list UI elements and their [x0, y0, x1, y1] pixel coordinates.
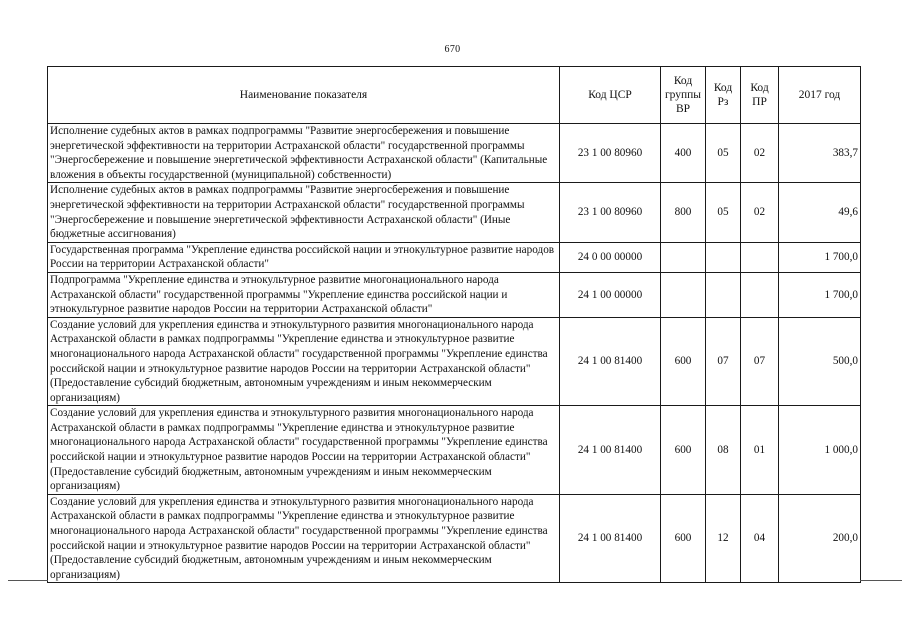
table-row	[48, 406, 861, 495]
header-pr	[741, 67, 779, 124]
cell-amount: 500,0	[779, 317, 861, 406]
cell-csr: 24 1 00 81400	[560, 406, 661, 495]
cell-csr: 23 1 00 80960	[560, 183, 661, 242]
cell-pr: 02	[741, 183, 779, 242]
cell-name: Создание условий для укрепления единства и этнокультурного развития многонационального народа Астраханской области в рамках подпрограммы "Укрепление единства и этнокультурное развитие многонационального народа Астраханской области" государственной программы "Укрепление единства российской нации и этнокультурное развитие народов России на территории Астраханской области" (Предоставление субсидий бюджетным, автономным учреждениям и иным некоммерческим организациям)	[48, 494, 560, 583]
cell-rz: 05	[706, 124, 741, 183]
cell-group: 600	[661, 317, 706, 406]
header-name: Наименование показателя	[48, 67, 560, 124]
scan-rule-right	[860, 580, 902, 581]
header-rz-line1: Код	[713, 82, 733, 94]
header-csr: Код ЦСР	[560, 67, 661, 124]
cell-pr	[741, 272, 779, 317]
cell-rz: 07	[706, 317, 741, 406]
cell-amount: 1 000,0	[779, 406, 861, 495]
table-row	[48, 124, 861, 183]
cell-amount: 200,0	[779, 494, 861, 583]
header-group-line1: Код	[673, 75, 693, 87]
cell-amount: 383,7	[779, 124, 861, 183]
cell-csr: 24 0 00 00000	[560, 242, 661, 272]
cell-amount: 1 700,0	[779, 272, 861, 317]
cell-name: Исполнение судебных актов в рамках подпрограммы "Развитие энергосбережения и повышение энергетической эффективности на территории Астраханской области" государственной программы "Энергосбережение и повышение энергетической эффективности Астраханской области" (Капитальные вложения в объекты государственной (муниципальной) собственности)	[48, 124, 560, 183]
cell-rz: 05	[706, 183, 741, 242]
cell-name: Исполнение судебных актов в рамках подпрограммы "Развитие энергосбережения и повышение энергетической эффективности на территории Астраханской области" государственной программы "Энергосбережение и повышение энергетической эффективности Астраханской области" (Иные бюджетные ассигнования)	[48, 183, 560, 242]
header-group-line3: ВР	[675, 103, 691, 115]
table-row	[48, 494, 861, 583]
cell-name: Государственная программа "Укрепление единства российской нации и этнокультурное развитие народов России на территории Астраханской области"	[48, 242, 560, 272]
header-rz	[706, 67, 741, 124]
header-pr-line2: ПР	[752, 96, 767, 108]
cell-name: Подпрограмма "Укрепление единства и этнокультурное развитие многонационального народа Астраханской области" государственной программы "Укрепление единства российской нации и этнокультурное развитие народов России на территории Астраханской области"	[48, 272, 560, 317]
cell-group: 600	[661, 494, 706, 583]
header-pr-line1: Код	[750, 82, 769, 94]
cell-group	[661, 272, 706, 317]
cell-group: 800	[661, 183, 706, 242]
cell-group	[661, 242, 706, 272]
header-rz-line2: Рз	[717, 96, 729, 108]
cell-name: Создание условий для укрепления единства и этнокультурного развития многонационального народа Астраханской области в рамках подпрограммы "Укрепление единства и этнокультурное развитие многонационального народа Астраханской области" государственной программы "Укрепление единства российской нации и этнокультурное развитие народов России на территории Астраханской области" (Предоставление субсидий бюджетным, автономным учреждениям и иным некоммерческим организациям)	[48, 406, 560, 495]
page-number: 670	[444, 44, 461, 55]
table-row	[48, 242, 861, 272]
cell-rz: 12	[706, 494, 741, 583]
scan-rule-left	[8, 580, 48, 581]
cell-rz	[706, 272, 741, 317]
table-header-row	[48, 67, 861, 124]
cell-amount: 49,6	[779, 183, 861, 242]
cell-pr	[741, 242, 779, 272]
budget-table	[47, 66, 861, 583]
table-row	[48, 183, 861, 242]
header-group	[661, 67, 706, 124]
cell-rz	[706, 242, 741, 272]
table-row	[48, 317, 861, 406]
cell-pr: 04	[741, 494, 779, 583]
cell-name: Создание условий для укрепления единства и этнокультурного развития многонационального народа Астраханской области в рамках подпрограммы "Укрепление единства и этнокультурное развитие многонационального народа Астраханской области" государственной программы "Укрепление единства российской нации и этнокультурное развитие народов России на территории Астраханской области" (Предоставление субсидий бюджетным, автономным учреждениям и иным некоммерческим организациям)	[48, 317, 560, 406]
cell-pr: 02	[741, 124, 779, 183]
cell-pr: 01	[741, 406, 779, 495]
cell-amount: 1 700,0	[779, 242, 861, 272]
cell-csr: 24 1 00 81400	[560, 494, 661, 583]
cell-csr: 24 1 00 81400	[560, 317, 661, 406]
cell-csr: 23 1 00 80960	[560, 124, 661, 183]
header-group-line2: группы	[664, 89, 702, 101]
cell-group: 600	[661, 406, 706, 495]
cell-group: 400	[661, 124, 706, 183]
cell-rz: 08	[706, 406, 741, 495]
header-year: 2017 год	[779, 67, 861, 124]
cell-pr: 07	[741, 317, 779, 406]
table-row	[48, 272, 861, 317]
cell-csr: 24 1 00 00000	[560, 272, 661, 317]
